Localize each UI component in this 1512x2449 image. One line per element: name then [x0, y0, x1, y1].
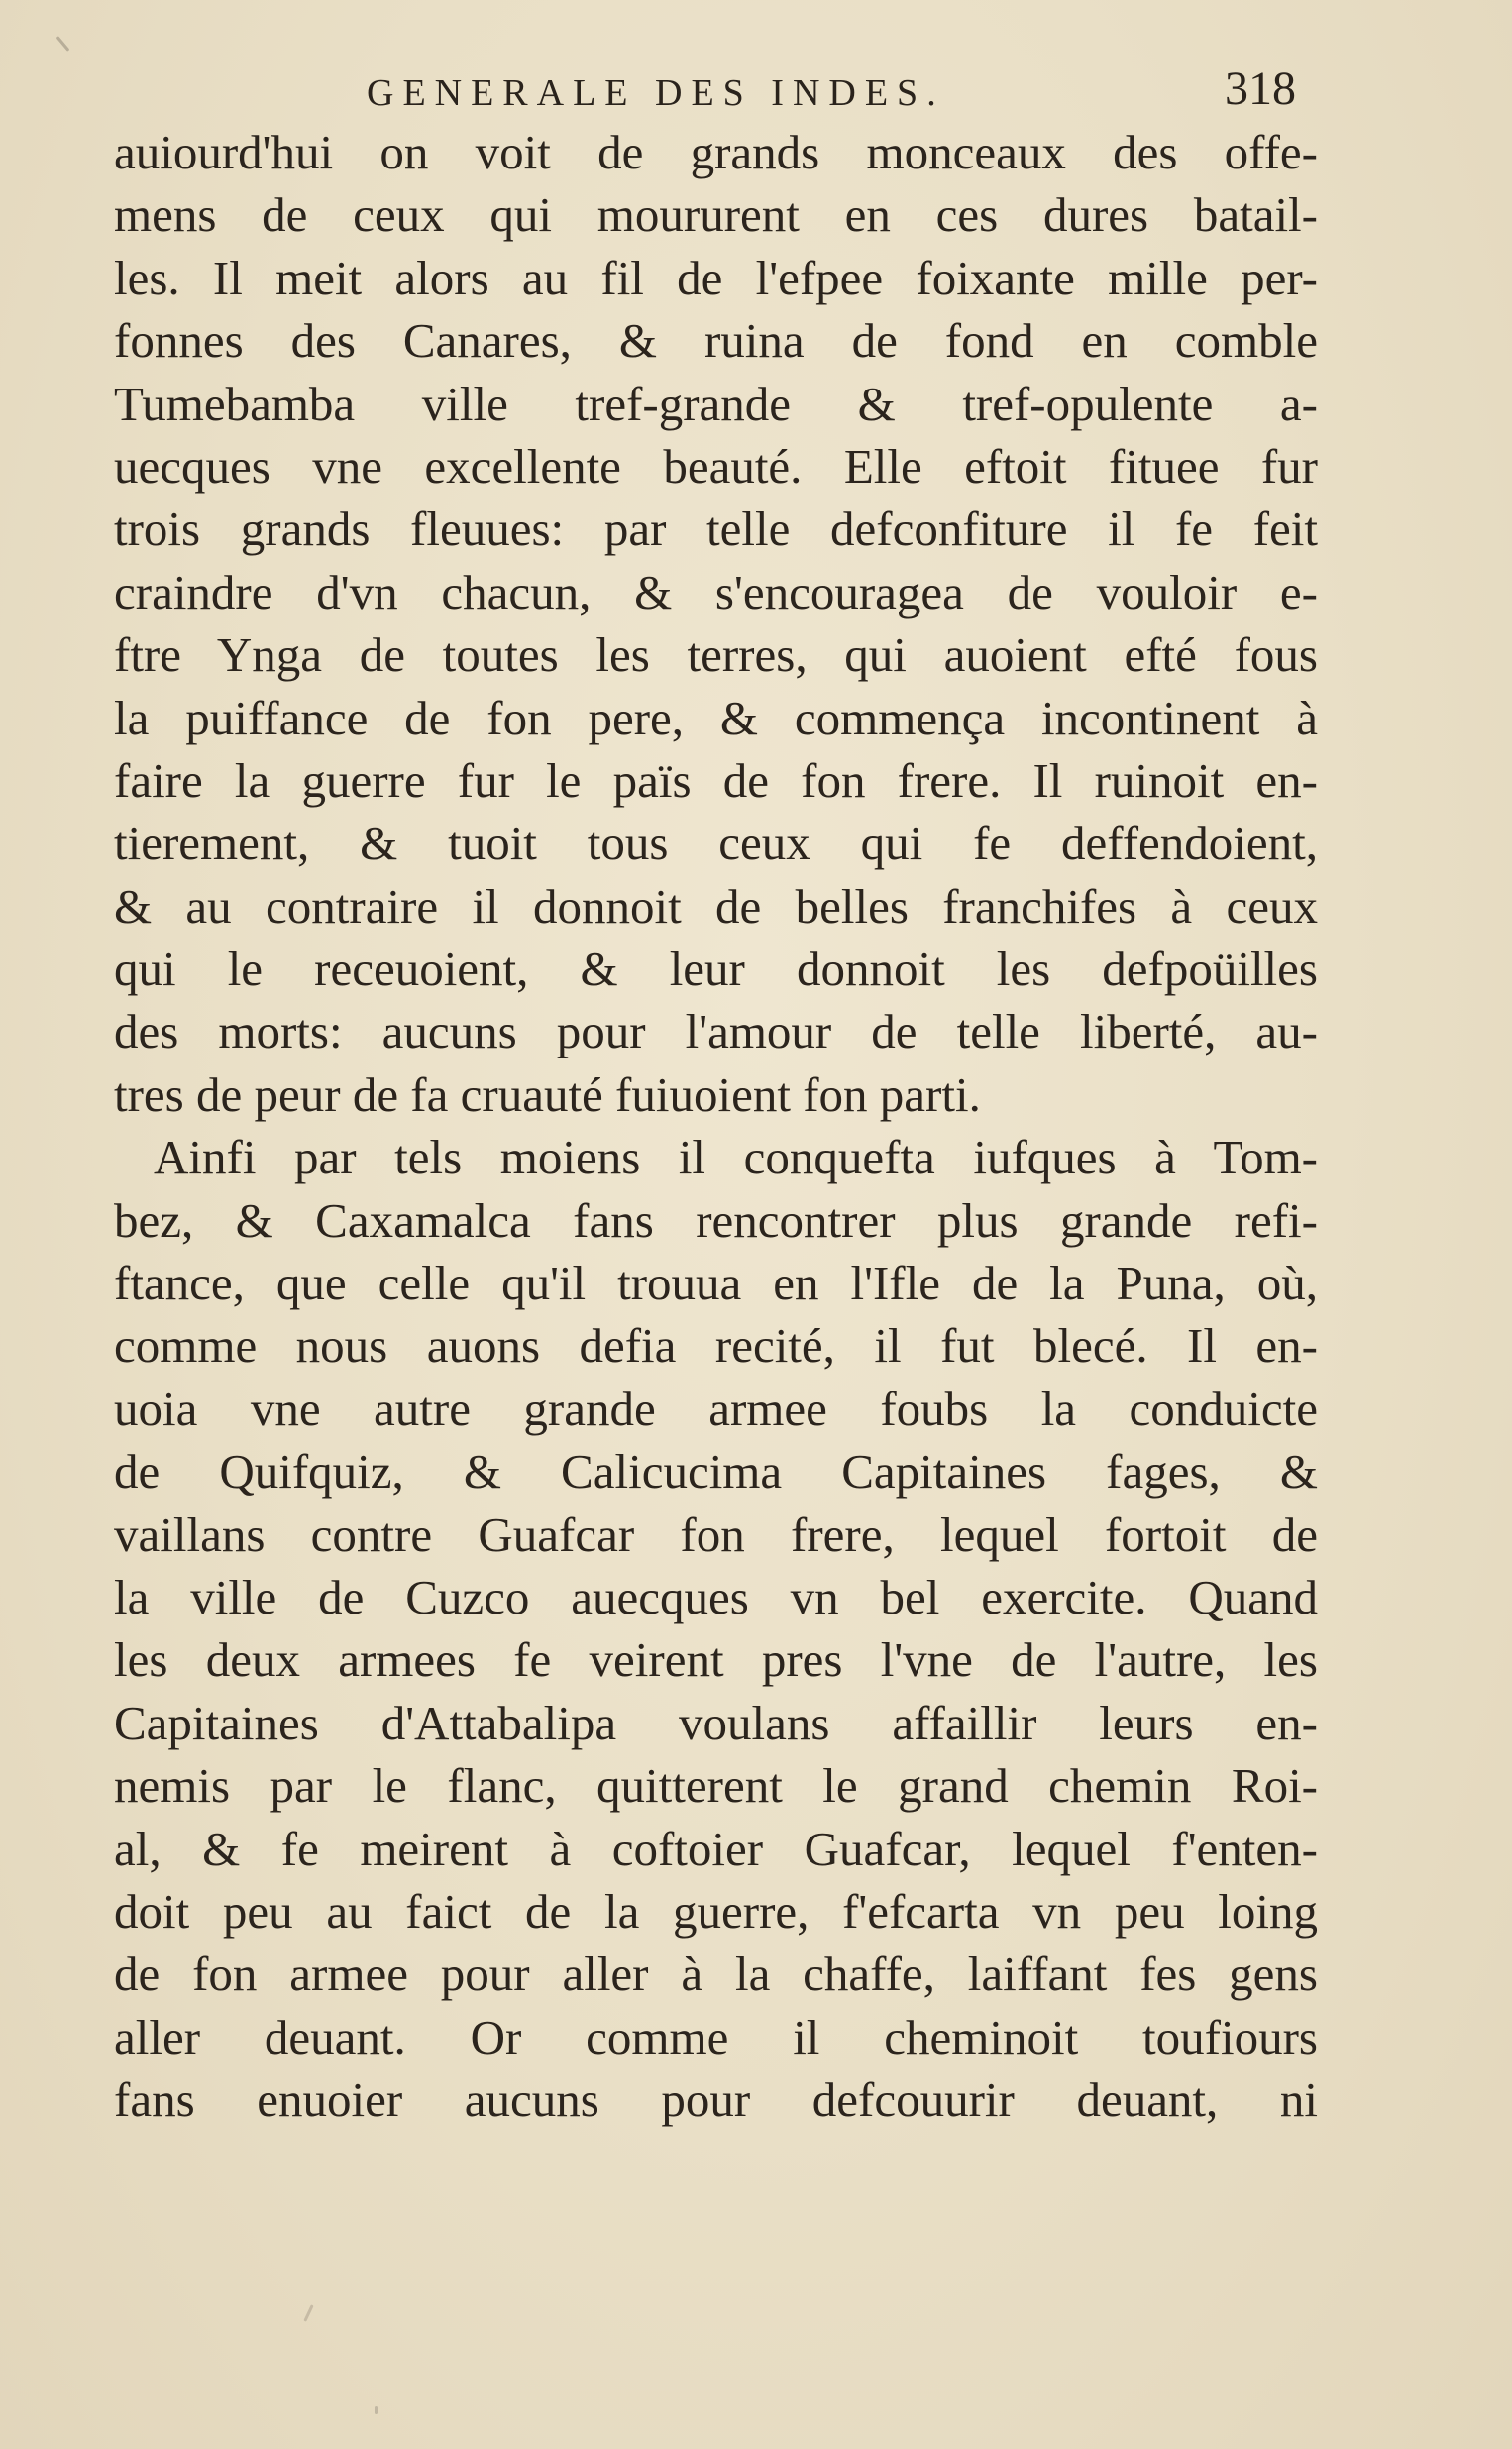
text-line: des morts: aucuns pour l'amour de telle liberté, au-	[114, 1004, 1318, 1059]
text-line: trois grands fleuues: par telle defconfiture il fe feit	[114, 501, 1318, 557]
text-line: uoia vne autre grande armee foubs la conduicte	[114, 1381, 1318, 1436]
page-number: 318	[1225, 62, 1296, 115]
text-line: & au contraire il donnoit de belles franchifes à ceux	[114, 878, 1318, 934]
text-line: ftance, que celle qu'il trouua en l'Ifle de la Puna, où,	[114, 1256, 1318, 1311]
text-line: tierement, & tuoit tous ceux qui fe deffendoient,	[114, 816, 1318, 871]
text-line: la ville de Cuzco auecques vn bel exercite. Quand	[114, 1569, 1318, 1624]
text-line: les deux armees fe veirent pres l'vne de l'autre, les	[114, 1632, 1318, 1688]
text-line: fans enuoier aucuns pour defcouurir deuant, ni	[114, 2072, 1318, 2128]
text-line: la puiffance de fon pere, & commença incontinent à	[114, 690, 1318, 745]
text-line: faire la guerre fur le païs de fon frere. Il ruinoit en-	[114, 752, 1318, 808]
ink-speck	[303, 2304, 313, 2322]
text-line: de fon armee pour aller à la chaffe, laiffant fes gens	[114, 1947, 1318, 2002]
running-head: GENERALE DES INDES.	[367, 72, 945, 114]
text-line: les. Il meit alors au fil de l'efpee foixante mille per-	[114, 250, 1318, 305]
text-line: Tumebamba ville tref-grande & tref-opulente a-	[114, 376, 1318, 431]
body-text	[114, 121, 1318, 2132]
text-line: mens de ceux qui moururent en ces dures batail-	[114, 187, 1318, 243]
text-line: aller deuant. Or comme il cheminoit toufiours	[114, 2009, 1318, 2064]
text-line: nemis par le flanc, quitterent le grand chemin Roi-	[114, 1758, 1318, 1814]
text-line: vaillans contre Guafcar fon frere, lequel fortoit de	[114, 1506, 1318, 1562]
text-line: qui le receuoient, & leur donnoit les defpoüilles	[114, 942, 1318, 997]
text-line: auiourd'hui on voit de grands monceaux des offe-	[114, 125, 1318, 179]
ink-speck	[56, 36, 70, 52]
text-line: tres de peur de fa cruauté fuiuoient fon parti.	[114, 1066, 981, 1122]
ink-speck	[375, 2406, 378, 2414]
text-line: comme nous auons defia recité, il fut blecé. Il en-	[114, 1318, 1318, 1374]
text-line: ftre Ynga de toutes les terres, qui auoient efté fous	[114, 627, 1318, 683]
text-line: Capitaines d'Attabalipa voulans affaillir leurs en-	[114, 1695, 1318, 1750]
page-header	[0, 61, 1512, 121]
text-line: bez, & Caxamalca fans rencontrer plus grande refi-	[114, 1192, 1318, 1248]
text-line: craindre d'vn chacun, & s'encouragea de vouloir e-	[114, 564, 1318, 619]
text-line: uecques vne excellente beauté. Elle eftoit fituee fur	[114, 438, 1318, 494]
text-line: de Quifquiz, & Calicucima Capitaines fages, &	[114, 1444, 1318, 1500]
text-line: doit peu au faict de la guerre, f'efcarta vn peu loing	[114, 1883, 1318, 1939]
text-line: fonnes des Canares, & ruina de fond en comble	[114, 313, 1318, 369]
text-line: Ainfi par tels moiens il conquefta iufques à Tom-	[154, 1130, 1318, 1185]
text-line: al, & fe meirent à coftoier Guafcar, lequel f'enten-	[114, 1821, 1318, 1876]
